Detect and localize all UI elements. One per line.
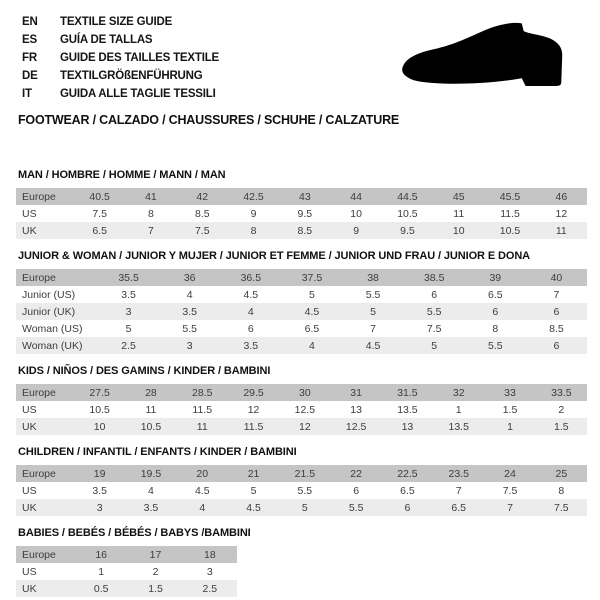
language-title: GUIDE DES TAILLES TEXTILE — [60, 52, 219, 64]
size-cell: 5.5 — [426, 305, 442, 318]
size-table-row — [16, 563, 237, 580]
size-table-header-row — [16, 546, 237, 563]
size-cell: 10 — [93, 420, 106, 433]
size-table-row — [16, 580, 237, 597]
size-cell: 43 — [298, 190, 311, 203]
size-cell: 6 — [404, 501, 411, 514]
size-table-junior-woman — [16, 269, 587, 354]
row-label: UK — [22, 501, 37, 514]
row-label: US — [22, 565, 37, 578]
size-cell: 7.5 — [426, 322, 442, 335]
size-cell: 27.5 — [89, 386, 110, 399]
size-cell: 6 — [492, 305, 499, 318]
size-cell: 11 — [555, 224, 567, 237]
size-table-row — [16, 482, 587, 499]
size-cell: 10 — [350, 207, 362, 220]
size-cell: 13.5 — [448, 420, 469, 433]
size-cell: 21.5 — [294, 467, 316, 480]
size-cell: 10 — [452, 224, 465, 237]
size-cell: 3.5 — [121, 288, 136, 301]
size-table-row — [16, 418, 587, 435]
size-cell: 11.5 — [500, 207, 520, 220]
size-cell: 18 — [203, 548, 216, 561]
size-cell: 5 — [431, 339, 438, 352]
row-label: UK — [22, 582, 37, 595]
size-cell: 10.5 — [499, 224, 521, 237]
size-cell: 21 — [247, 467, 260, 480]
size-cell: 5.5 — [365, 288, 381, 301]
section-title-kids: KIDS / NIÑOS / DES GAMINS / KINDER / BAMBINI — [18, 365, 271, 377]
size-cell: 5.5 — [488, 339, 503, 352]
size-cell: 4 — [186, 288, 193, 301]
size-cell: 7 — [553, 288, 560, 301]
size-cell: 6 — [553, 339, 560, 352]
row-label: Europe — [22, 548, 56, 561]
size-cell: 12 — [555, 207, 568, 220]
size-section-junior-woman — [16, 250, 600, 354]
size-cell: 38 — [367, 271, 379, 284]
size-cell: 11 — [196, 420, 208, 433]
size-cell: 7 — [148, 224, 154, 237]
size-cell: 41 — [145, 190, 157, 203]
size-cell: 3 — [206, 565, 213, 578]
size-table-row — [16, 320, 587, 337]
size-cell: 8 — [558, 484, 565, 497]
size-cell: 28 — [145, 386, 157, 399]
size-cell: 4.5 — [243, 288, 259, 301]
size-cell: 10.5 — [89, 403, 110, 416]
size-cell: 4 — [247, 305, 254, 318]
size-cell: 31.5 — [397, 386, 418, 399]
size-section-man — [16, 169, 600, 239]
size-cell: 23.5 — [448, 467, 469, 480]
size-table-header-row — [16, 188, 587, 205]
size-cell: 11 — [453, 207, 465, 220]
size-cell: 7 — [455, 484, 462, 497]
size-cell: 4.5 — [246, 501, 261, 514]
size-cell: 3.5 — [243, 339, 259, 352]
size-cell: 42 — [196, 190, 209, 203]
size-cell: 22.5 — [397, 467, 418, 480]
size-cell: 19 — [93, 467, 106, 480]
size-cell: 42.5 — [243, 190, 264, 203]
size-section-children — [16, 446, 600, 516]
size-cell: 37.5 — [301, 271, 323, 284]
size-cell: 1 — [98, 565, 105, 578]
size-cell: 11.5 — [192, 403, 213, 416]
size-cell: 6 — [247, 322, 254, 335]
row-label: US — [22, 403, 37, 416]
language-code: DE — [22, 70, 38, 82]
size-cell: 8.5 — [549, 322, 564, 335]
size-cell: 5 — [301, 501, 308, 514]
size-cell: 33.5 — [551, 386, 572, 399]
size-cell: 3.5 — [143, 501, 159, 514]
size-cell: 5.5 — [182, 322, 197, 335]
size-table-kids — [16, 384, 587, 435]
size-cell: 6.5 — [400, 484, 415, 497]
size-cell: 13 — [401, 420, 414, 433]
size-cell: 9 — [353, 224, 360, 237]
size-cell: 4.5 — [304, 305, 320, 318]
size-cell: 8.5 — [297, 224, 313, 237]
category-title: FOOTWEAR / CALZADO / CHAUSSURES / SCHUHE / CALZATURE — [18, 113, 400, 127]
row-label: UK — [22, 224, 37, 237]
size-cell: 6.5 — [488, 288, 503, 301]
row-label: Woman (US) — [22, 322, 83, 335]
size-cell: 6.5 — [451, 501, 467, 514]
size-table-row — [16, 205, 587, 222]
size-cell: 36 — [183, 271, 196, 284]
size-cell: 10.5 — [140, 420, 162, 433]
section-title-man: MAN / HOMBRE / HOMME / MANN / MAN — [18, 169, 226, 181]
size-cell: 0.5 — [93, 582, 109, 595]
row-label: US — [22, 484, 37, 497]
size-table-header-row — [16, 269, 587, 286]
size-cell: 2 — [152, 565, 159, 578]
row-label: Europe — [22, 271, 56, 284]
size-cell: 8 — [148, 207, 154, 220]
size-section-babies — [16, 527, 600, 597]
size-cell: 4.5 — [194, 484, 210, 497]
size-cell: 40.5 — [89, 190, 110, 203]
language-code: EN — [22, 16, 38, 28]
language-code: IT — [22, 88, 32, 100]
size-cell: 16 — [95, 548, 107, 561]
language-title: GUÍA DE TALLAS — [60, 34, 153, 46]
size-cell: 7.5 — [554, 501, 569, 514]
size-cell: 12 — [247, 403, 260, 416]
size-cell: 1.5 — [502, 403, 518, 416]
size-cell: 30 — [298, 386, 311, 399]
size-table-header-row — [16, 384, 587, 401]
size-cell: 6 — [431, 288, 438, 301]
size-cell: 7 — [370, 322, 376, 335]
size-cell: 6 — [553, 305, 560, 318]
size-cell: 5.5 — [297, 484, 313, 497]
size-cell: 10.5 — [397, 207, 418, 220]
size-cell: 3.5 — [182, 305, 197, 318]
size-cell: 1 — [507, 420, 513, 433]
size-cell: 9.5 — [400, 224, 415, 237]
size-cell: 12 — [298, 420, 311, 433]
size-section-kids — [16, 365, 600, 435]
row-label: Junior (US) — [22, 288, 76, 301]
language-title: TEXTILE SIZE GUIDE — [60, 16, 173, 28]
size-table-row — [16, 303, 587, 320]
size-cell: 12.5 — [294, 403, 316, 416]
size-cell: 8 — [250, 224, 257, 237]
size-cell: 3 — [186, 339, 193, 352]
language-code: FR — [22, 52, 37, 64]
size-cell: 33 — [504, 386, 516, 399]
size-cell: 29.5 — [243, 386, 264, 399]
row-label: Europe — [22, 467, 56, 480]
size-cell: 9 — [250, 207, 257, 220]
size-cell: 1.5 — [554, 420, 569, 433]
size-cell: 9.5 — [297, 207, 313, 220]
size-table-man — [16, 188, 587, 239]
size-table-row — [16, 222, 587, 239]
size-cell: 36.5 — [240, 271, 262, 284]
size-cell: 45.5 — [499, 190, 521, 203]
size-cell: 22 — [350, 467, 362, 480]
size-cell: 2.5 — [121, 339, 136, 352]
size-cell: 6 — [353, 484, 360, 497]
size-cell: 5 — [250, 484, 257, 497]
size-table-row — [16, 337, 587, 354]
shoe-icon — [383, 6, 595, 114]
size-cell: 13.5 — [397, 403, 418, 416]
size-cell: 11.5 — [243, 420, 264, 433]
size-cell: 40 — [550, 271, 563, 284]
size-cell: 4.5 — [365, 339, 381, 352]
size-cell: 11 — [145, 403, 157, 416]
size-cell: 7.5 — [502, 484, 518, 497]
size-table-children — [16, 465, 587, 516]
size-cell: 7.5 — [194, 224, 210, 237]
size-cell: 28.5 — [192, 386, 213, 399]
language-title: TEXTILGRÖßENFÜHRUNG — [60, 70, 203, 82]
size-cell: 35.5 — [118, 271, 139, 284]
size-cell: 1.5 — [148, 582, 163, 595]
size-cell: 3.5 — [92, 484, 107, 497]
size-cell: 25 — [555, 467, 568, 480]
language-title: GUIDA ALLE TAGLIE TESSILI — [60, 88, 216, 100]
size-table-header-row — [16, 465, 587, 482]
size-cell: 20 — [196, 467, 209, 480]
size-cell: 44.5 — [397, 190, 418, 203]
size-cell: 2 — [558, 403, 565, 416]
size-cell: 24 — [504, 467, 516, 480]
size-cell: 4 — [199, 501, 206, 514]
size-cell: 39 — [489, 271, 502, 284]
row-label: US — [22, 207, 37, 220]
row-label: Junior (UK) — [22, 305, 76, 318]
size-cell: 4 — [309, 339, 315, 352]
size-cell: 44 — [350, 190, 362, 203]
size-cell: 1 — [455, 403, 462, 416]
size-cell: 19.5 — [140, 467, 162, 480]
language-code: ES — [22, 34, 37, 46]
size-cell: 13 — [350, 403, 362, 416]
size-cell: 6.5 — [304, 322, 320, 335]
size-cell: 7.5 — [92, 207, 107, 220]
size-table-row — [16, 401, 587, 418]
size-cell: 38.5 — [423, 271, 445, 284]
section-title-children: CHILDREN / INFANTIL / ENFANTS / KINDER / BAMBINI — [18, 446, 297, 458]
size-cell: 3 — [125, 305, 132, 318]
size-cell: 31 — [350, 386, 362, 399]
size-cell: 45 — [452, 190, 465, 203]
size-cell: 4 — [148, 484, 154, 497]
size-cell: 6.5 — [92, 224, 107, 237]
size-cell: 17 — [149, 548, 162, 561]
size-cell: 5 — [125, 322, 132, 335]
size-table-babies — [16, 546, 237, 597]
size-cell: 46 — [555, 190, 568, 203]
size-cell: 8 — [492, 322, 499, 335]
size-table-row — [16, 286, 587, 303]
size-cell: 7 — [507, 501, 513, 514]
row-label: Europe — [22, 386, 56, 399]
section-title-junior-woman: JUNIOR & WOMAN / JUNIOR Y MUJER / JUNIOR ET FEMME / JUNIOR UND FRAU / JUNIOR E DONA — [18, 250, 531, 262]
size-cell: 2.5 — [202, 582, 218, 595]
size-cell: 3 — [96, 501, 103, 514]
row-label: Europe — [22, 190, 56, 203]
section-title-babies: BABIES / BEBÉS / BÉBÉS / BABYS /BAMBINI — [18, 527, 251, 539]
size-cell: 5.5 — [348, 501, 364, 514]
size-cell: 5 — [370, 305, 376, 318]
size-cell: 32 — [452, 386, 465, 399]
size-cell: 8.5 — [194, 207, 210, 220]
size-table-row — [16, 499, 587, 516]
size-cell: 5 — [309, 288, 315, 301]
size-cell: 12.5 — [345, 420, 367, 433]
row-label: Woman (UK) — [22, 339, 83, 352]
row-label: UK — [22, 420, 37, 433]
